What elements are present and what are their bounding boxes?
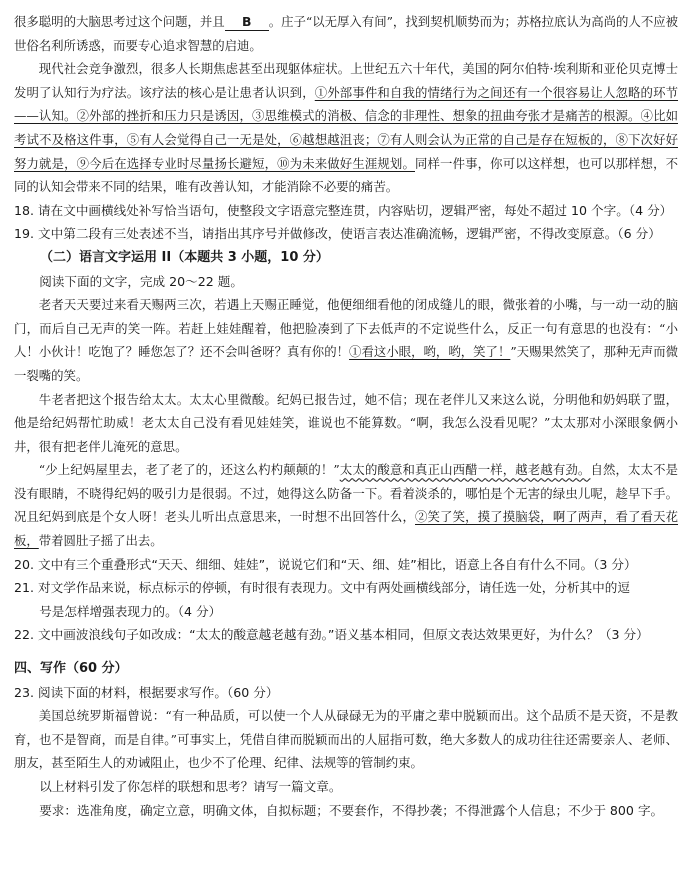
question-20: 20. 文中有三个重叠形式“天天、细细、娃娃”，说说它们和“天、细、娃”相比，语意上各自有什么不同。（3 分）: [14, 556, 637, 572]
question-21-line1: 21. 对文学作品来说，标点标示的停顿，有时很有表现力。文中有两处画横线部分，请任选一处，分析其中的逗: [14, 580, 630, 596]
section-2-intro: 阅读下面的文字，完成 20～22 题。: [39, 273, 243, 289]
passage2-para1: 老者天天要过来看天赐两三次，若遇上天赐正睡觉，他便细细看他的闭成缝儿的眼，微张着的小嘴，与一动一动的脑门，而后自己无声的笑一阵。若赶上娃娃醒着，他把脸凑到了下去低声的不定说些什么，反正一句有意思的也没有：“小人！小伙计！吃饱了？睡您怎了？还不会叫爸呀？真有你的！①看这小眼，哟，哟，笑了！”天赐果然笑了，那种无声而微一裂嘴的笑。: [14, 297, 679, 383]
question-22: 22. 文中画波浪线句子如改成：“太太的酸意越老越有劲。”语义基本相同，但原文表达效果更好，为什么？（3 分）: [14, 627, 649, 643]
section-4-title: 四、写作（60 分）: [14, 661, 128, 677]
writing-prompt: 以上材料引发了你怎样的联想和思考？请写一篇文章。: [39, 779, 342, 794]
passage2-para2: 牛老者把这个报告给太太。太太心里微酸。纪妈已报告过，她不信；现在老伴儿又来这么说，分明他和奶妈联了盟，他是给纪妈帮忙助威！老太太自己没有看见娃娃笑，谁说也不能算数。“啊，我怎么没看见呢？”太太那对小深眼象俩小井，很有把老伴儿淹死的意思。: [14, 391, 678, 454]
underlined-part-2: ②笑了笑，摸了摸脑袋，啊了两声，看了看天花板，: [14, 509, 679, 549]
wavy-underlined-sentence: 太太的酸意和真正山西醋一样，越老越有劲。: [339, 462, 591, 478]
writing-material: 美国总统罗斯福曾说：“有一种品质，可以使一个人从碌碌无为的平庸之辈中脱颖而出。这个品质不是天资，不是教育，也不是智商，而是自律。”可事实上，凭借自律而脱颖而出的人屈指可数，绝大多数人的成功往往还需要亲人、老师、朋友，甚至陌生人的劝诫阻止，也少不了伦理、纪律、法规等的管制约束。: [14, 708, 678, 771]
writing-requirement: 要求：选准角度，确定立意，明确文体，自拟标题；不要套作，不得抄袭；不得泄露个人信息；不少于 800 字。: [39, 802, 664, 818]
question-19: 19. 文中第二段有三处表述不当，请指出其序号并做修改，使语言表达准确流畅，逻辑严密，不得改变原意。（6 分）: [14, 226, 661, 242]
section-2-title: （二）语言文字运用 II（本题共 3 小题，10 分）: [40, 249, 329, 265]
passage1-para1: 很多聪明的大脑思考过这个问题，并且 B 。庄子“以无厚入有间”，找到契机顺势而为；苏格拉底认为高尚的人不应被世俗名利所诱惑，而要专心追求智慧的启迪。: [14, 14, 678, 53]
question-21-line2: 号是怎样增强表现力的。（4 分）: [39, 603, 222, 619]
underlined-part-1: ①看这小眼，哟，哟，笑了！: [349, 344, 511, 360]
question-23: 23. 阅读下面的材料，根据要求写作。（60 分）: [14, 684, 279, 700]
question-18: 18. 请在文中画横线处补写恰当语句，使整段文字语意完整连贯，内容贴切，逻辑严密，每处不超过 10 个字。（4 分）: [14, 202, 673, 218]
underlined-passage: ①外部事件和自我的情绪行为之间还有一个很容易让人忽略的环节——认知。②外部的挫折和压力只是诱因，③思维模式的消极、信念的非理性、想象的扭曲夸张才是痛苦的根源。④比如考试不及格这件事，⑤有人会觉得自己一无是处，⑥越想越沮丧；⑦有人则会认为正常的自己是存在短板的，⑧下次好好努力就是，⑨今后在选择专业时尽量扬长避短，⑩为未来做好生涯规划。: [14, 84, 679, 171]
answer-blank: B: [225, 14, 269, 31]
passage2-para3: “少上纪妈屋里去，老了老了的，还这么杓杓颠颠的！”太太的酸意和真正山西醋一样，越老越有劲。自然，太太不是没有眼睛，不晓得纪妈的吸引力是很弱。不过，她得这么防备一下。看着淡杀的，哪怕是个无害的绿虫儿呢，趁早下手。况且纪妈到底是个女人呀！老头儿听出点意思来，一时想不出回答什么，②笑了笑，摸了摸脑袋，啊了两声，看了看天花板，带着圆肚子摇了出去。: [14, 462, 679, 549]
passage1-para2: 现代社会竞争激烈，很多人长期焦虑甚至出现躯体症状。上世纪五六十年代，美国的阿尔伯特·埃利斯和亚伦贝克博士发明了认知行为疗法。该疗法的核心是让患者认识到，①外部事件和自我的情绪行为之间还有一个很容易让人忽略的环节——认知。②外部的挫折和压力只是诱因，③思维模式的消极、信念的非理性、想象的扭曲夸张才是痛苦的根源。④比如考试不及格这件事，⑤有人会觉得自己一无是处，⑥越想越沮丧；⑦有人则会认为正常的自己是存在短板的，⑧下次好好努力就是，⑨今后在选择专业时尽量扬长避短，⑩为未来做好生涯规划。同样一件事，你可以这样想，也可以那样想，不同的认知会带来不同的结果，唯有改善认知，才能消除不必要的痛苦。: [14, 61, 679, 195]
spacer: [14, 647, 678, 657]
